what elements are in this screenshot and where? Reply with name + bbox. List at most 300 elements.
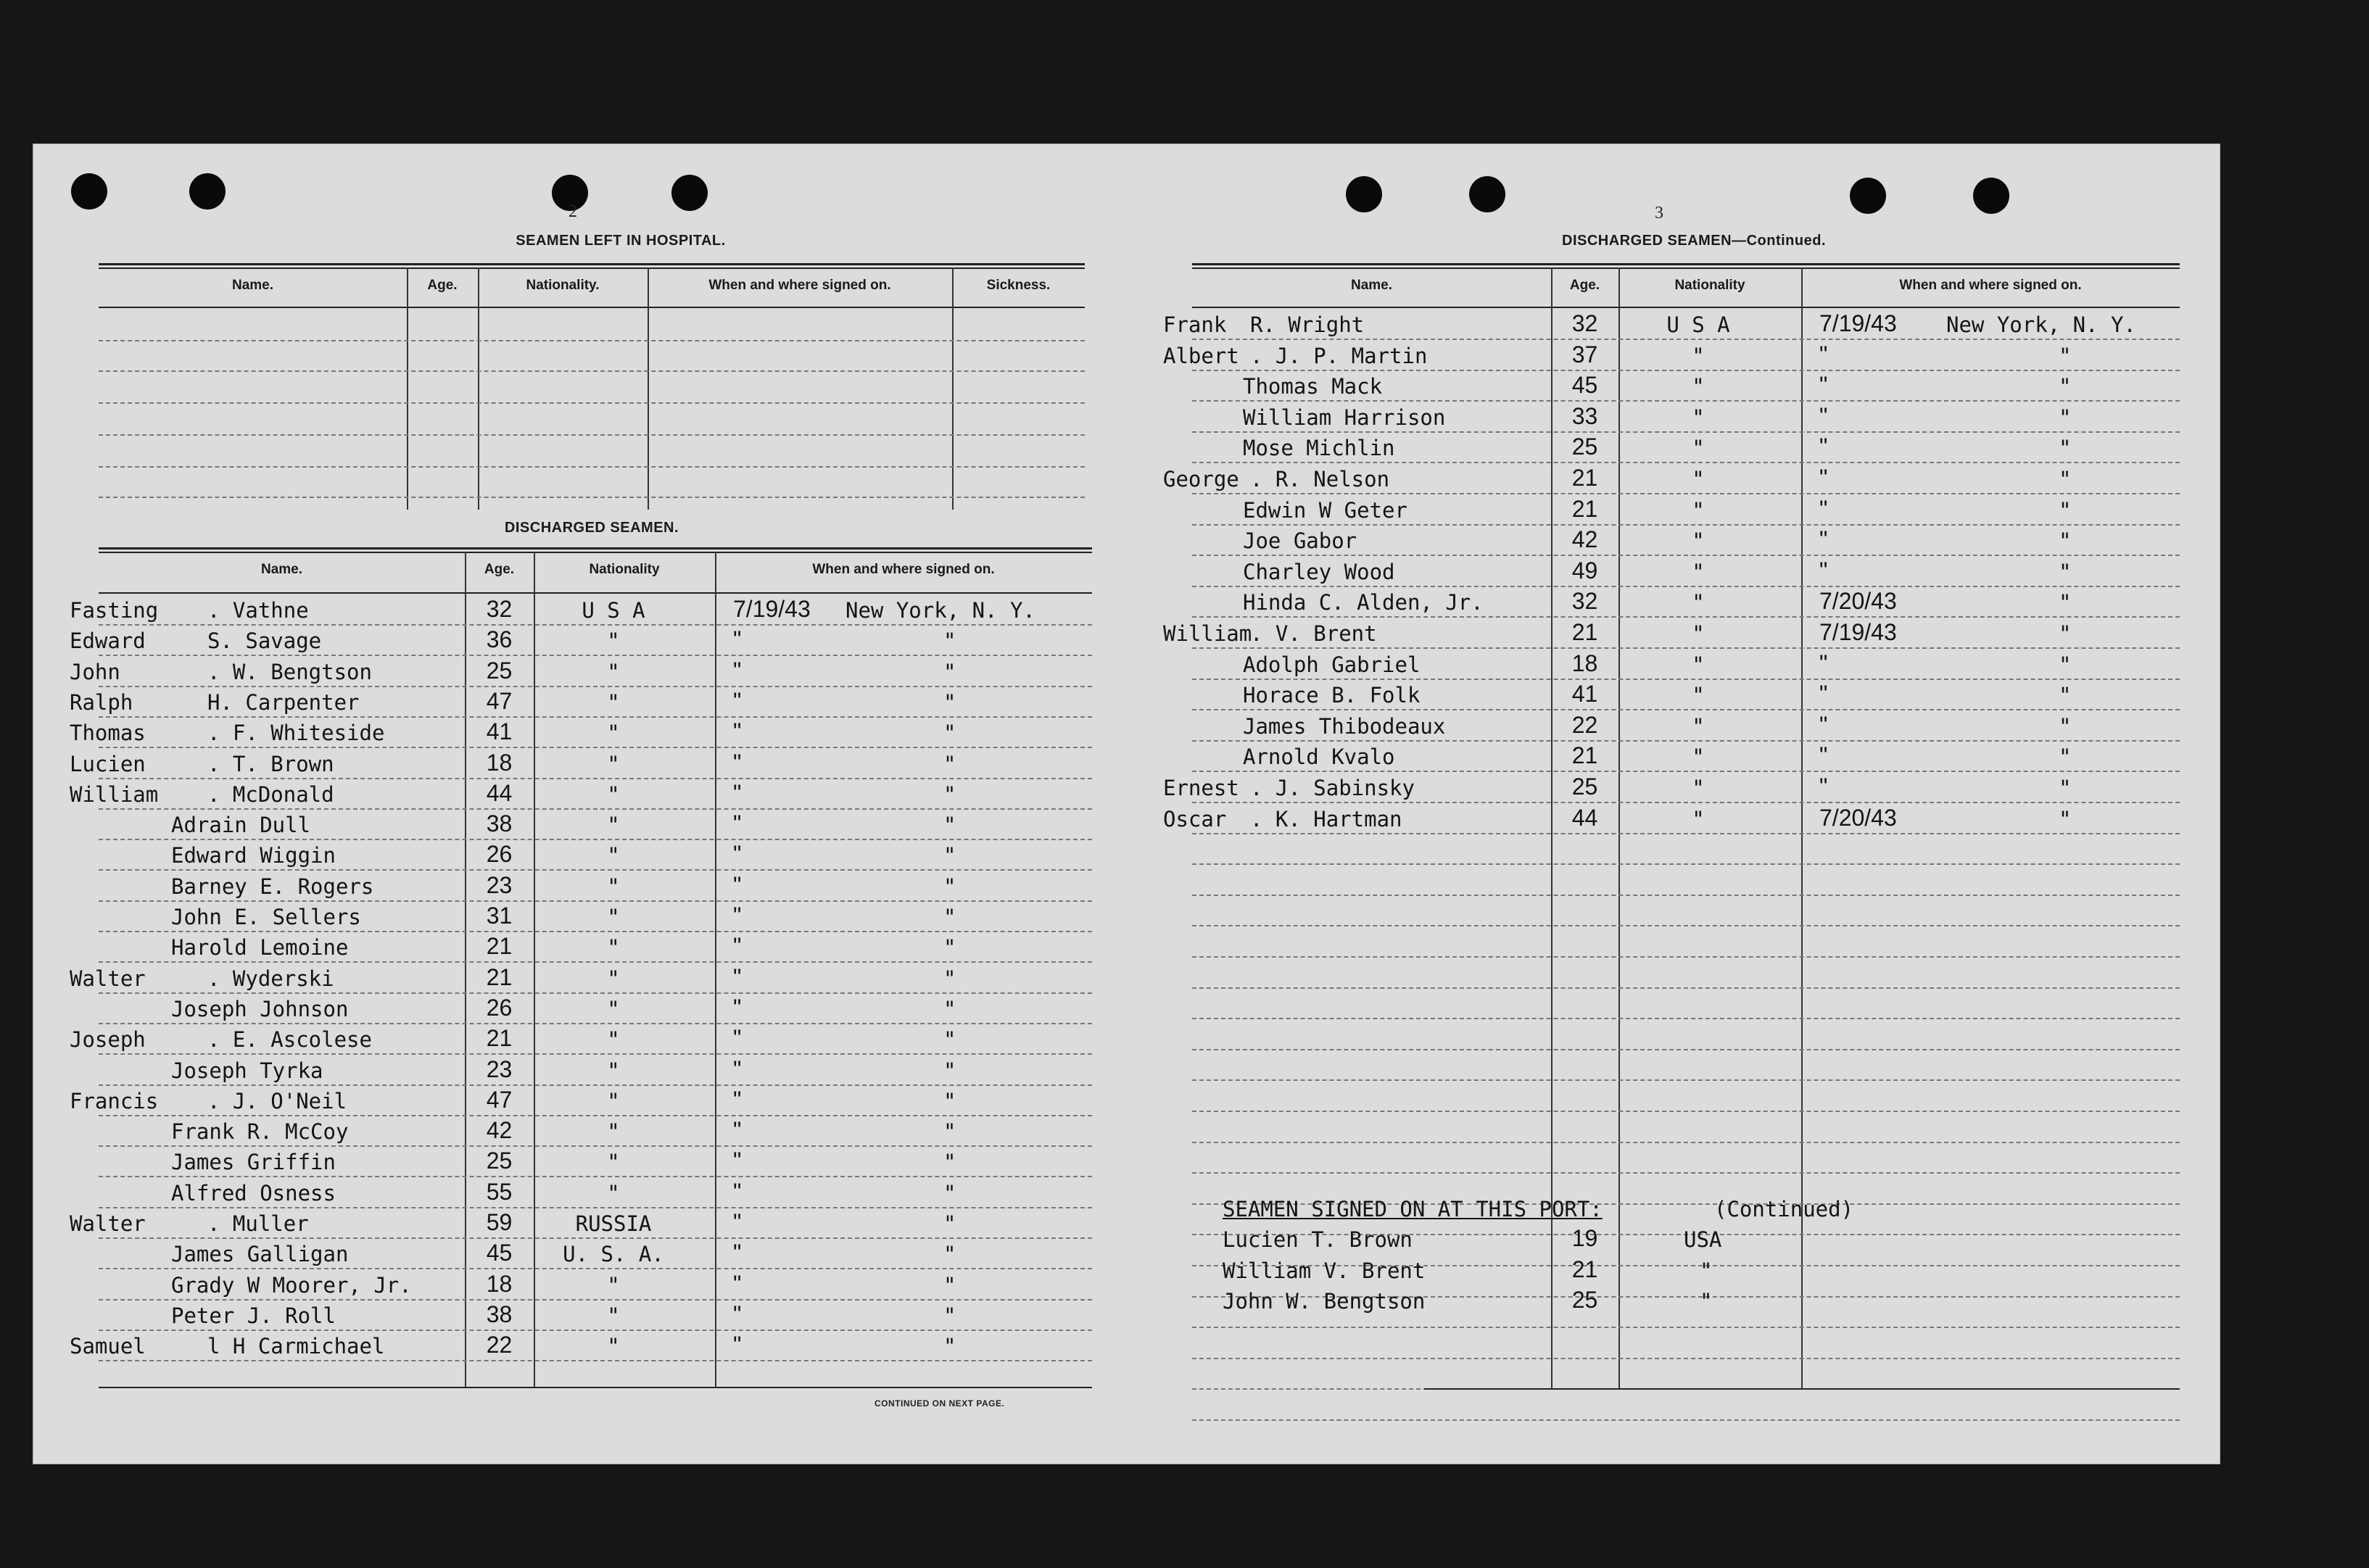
seaman-name: R. Wright [1250,312,1365,337]
seaman-first-name: William [70,781,159,807]
signed-on-date: 7/19/43 [1819,310,1897,336]
seaman-age: 22 [486,1332,513,1358]
seaman-name: l H Carmichael [207,1334,385,1359]
signed-on-place: " [943,905,956,929]
seaman-age: 37 [1571,341,1598,368]
signed-on-place: " [943,1119,956,1145]
punch-hole-icon [71,173,107,210]
row-rule [1192,524,2180,526]
seaman-name: Thomas Mack [1243,374,1383,399]
discharged-section-title: DISCHARGED SEAMEN. [504,520,679,536]
seaman-nationality: " [1692,374,1705,399]
seaman-age: 32 [486,596,513,622]
row-rule [1192,925,2180,926]
signed-on-place: " [943,1180,956,1206]
seaman-name: . F. Whiteside [207,721,385,746]
row-rule [99,1207,1092,1208]
seaman-name: . J. Sabinsky [1250,776,1415,800]
seaman-nationality: " [607,751,620,776]
seaman-age: 47 [486,687,513,714]
seaman-first-name: Lucien [70,751,146,776]
hospital-header-sickness: Sickness. [986,278,1051,293]
seaman-nationality: " [1692,652,1705,677]
row-rule [99,961,1092,963]
seaman-name: John E. Sellers [171,905,361,929]
row-rule [1192,1327,2180,1328]
seaman-nationality: " [607,874,620,899]
seaman-age: 21 [1571,619,1598,645]
signed-on-place: " [943,1027,956,1053]
right-section-title: DISCHARGED SEAMEN—Continued. [1562,233,1826,249]
seaman-first-name: Walter [70,966,146,991]
seaman-age: 25 [486,1148,513,1174]
row-rule [99,1145,1092,1147]
signed-on-date: " [1819,341,1828,368]
seaman-name: Grady W Moorer, Jr. [171,1272,412,1298]
seaman-age: 47 [486,1086,513,1113]
seaman-nationality: " [607,905,620,929]
row-rule [1192,555,2180,556]
seaman-nationality: " [607,996,620,1021]
signed-on-place: " [2059,343,2072,368]
seaman-age: 32 [1571,588,1598,615]
signed-on-date: " [733,871,742,898]
signed-on-date: " [733,903,742,929]
seaman-nationality: " [607,813,620,838]
row-rule [1192,956,2180,958]
signed-on-name: William V. Brent [1223,1258,1426,1283]
seaman-nationality: RUSSIA [575,1211,652,1236]
seaman-nationality: " [607,689,620,715]
seaman-nationality: " [1692,559,1705,584]
seaman-age: 45 [1571,372,1598,399]
signed-on-date: " [733,1301,742,1327]
punch-hole-icon [1973,178,2009,214]
seaman-nationality: " [607,721,620,746]
signed-on-place: " [943,1150,956,1175]
signed-on-place: " [2059,374,2072,399]
discharged-table-right [1163,263,2180,1390]
seaman-name: Mose Michlin [1243,436,1395,461]
signed-on-place: " [943,781,956,807]
row-rule [1192,586,2180,587]
signed-on-date: " [733,1025,742,1052]
seaman-name: . J. P. Martin [1250,343,1428,368]
seaman-name: Hinda C. Alden, Jr. [1243,590,1484,615]
signed-on-date: " [733,626,742,653]
seaman-name: . T. Brown [207,751,334,776]
signed-on-date: 7/19/43 [1819,619,1897,645]
row-rule [99,869,1092,871]
signed-on-place: " [2059,713,2072,739]
signed-on-date: " [733,994,742,1021]
signed-on-date: " [1819,526,1828,553]
signed-on-date: " [1819,711,1828,738]
row-rule [99,1053,1092,1055]
seaman-age: 21 [486,963,513,990]
seaman-age: 18 [486,1270,513,1297]
signed-on-place: " [2059,559,2072,584]
continued-note: CONTINUED ON NEXT PAGE. [875,1398,1005,1409]
seaman-nationality: " [1692,713,1705,739]
signed-on-date: " [733,749,742,776]
seaman-first-name: Samuel [70,1334,146,1359]
signed-on-nationality: " [1700,1289,1713,1314]
seaman-name: . McDonald [207,781,334,807]
seaman-age: 21 [1571,495,1598,522]
row-rule [1192,1172,2180,1174]
seaman-name: . V. Brent [1250,621,1377,646]
row-rule [1192,1018,2180,1019]
row-rule [1192,462,2180,463]
row-rule [99,1268,1092,1269]
signed-on-date: " [733,718,742,745]
signed-on-place: " [943,659,956,684]
row-rule [99,686,1092,687]
seaman-name: . R. Nelson [1250,467,1390,491]
signed-on-date: " [733,1148,742,1174]
signed-on-place: " [2059,621,2072,646]
seaman-name: Edwin W Geter [1243,497,1407,523]
seaman-age: 25 [1571,773,1598,800]
seaman-first-name: Albert [1163,343,1239,368]
signed-on-name: Lucien T. Brown [1223,1227,1413,1252]
signed-on-place: New York, N. Y. [846,598,1035,623]
right-header-signed-on: When and where signed on. [1899,278,2082,293]
seaman-first-name: Oscar [1163,806,1227,831]
row-rule [1192,1111,2180,1112]
row-rule [1192,1358,2180,1359]
row-rule [1192,740,2180,742]
row-rule [99,1115,1092,1116]
signed-on-date: " [1819,402,1828,429]
punch-hole-icon [1346,176,1382,212]
signed-on-date: " [733,963,742,990]
signed-on-date: " [1819,681,1828,708]
signed-on-date: " [733,779,742,806]
seaman-age: 18 [486,749,513,776]
hospital-header-age: Age. [427,278,458,293]
document-paper [33,144,2220,1464]
seaman-name: . Vathne [207,598,309,623]
signed-on-place: " [2059,683,2072,708]
row-rule [99,1237,1092,1239]
seaman-nationality: U S A [582,598,645,623]
seaman-age: 49 [1571,557,1598,584]
seaman-name: . J. O'Neil [207,1088,347,1113]
row-rule [1192,987,2180,989]
row-rule [99,808,1092,810]
seaman-age: 36 [486,626,513,653]
signed-on-date: 7/20/43 [1819,804,1897,831]
signed-on-age: 21 [1571,1256,1598,1282]
seaman-nationality: " [607,1119,620,1145]
signed-on-date: " [1819,742,1828,769]
row-rule [1192,1142,2180,1143]
seaman-first-name: Ralph [70,689,133,715]
signed-on-date: " [733,841,742,868]
right-header-nationality: Nationality [1674,278,1745,293]
row-rule [99,992,1092,994]
signed-on-place: " [2059,776,2072,800]
seaman-age: 44 [1571,804,1598,831]
signed-on-date: " [1819,465,1828,491]
seaman-name: . E. Ascolese [207,1027,372,1053]
seaman-age: 21 [486,1025,513,1052]
row-rule [1192,709,2180,710]
row-rule [1192,1079,2180,1081]
seaman-age: 26 [486,841,513,868]
seaman-age: 23 [486,1055,513,1082]
row-rule [99,931,1092,932]
signed-on-continued: (Continued) [1714,1197,1854,1221]
seaman-age: 23 [486,871,513,898]
seaman-nationality: " [607,935,620,961]
seaman-name: S. Savage [207,629,322,654]
seaman-name: Joe Gabor [1243,528,1357,554]
hospital-header-name: Name. [231,278,274,293]
signed-on-place: " [943,1058,956,1083]
seaman-age: 55 [486,1178,513,1205]
punch-hole-icon [189,173,226,210]
signed-on-place: " [2059,467,2072,491]
seaman-age: 42 [486,1117,513,1144]
seaman-nationality: " [607,843,620,868]
seaman-age: 31 [486,903,513,929]
signed-on-place: New York, N. Y. [1946,312,2136,337]
signed-on-place: " [943,1242,956,1267]
signed-on-place: " [943,996,956,1021]
signed-on-date: " [733,687,742,714]
right-header-name: Name. [1350,278,1393,293]
seaman-nationality: " [607,1058,620,1083]
seaman-name: . K. Hartman [1250,806,1402,831]
signed-on-place: " [943,751,956,776]
signed-on-age: 25 [1571,1287,1598,1314]
seaman-age: 22 [1571,711,1598,738]
seaman-age: 41 [486,718,513,745]
signed-on-name: John W. Bengtson [1223,1289,1426,1314]
seaman-nationality: " [607,629,620,654]
discharged-header-nationality: Nationality [589,562,660,577]
signed-on-nationality: USA [1684,1227,1722,1252]
seaman-name: Adrain Dull [171,813,311,838]
seaman-nationality: " [1692,497,1705,523]
seaman-name: Frank R. McCoy [171,1119,349,1145]
seaman-nationality: " [607,659,620,684]
discharged-header-age: Age. [484,562,515,577]
seaman-name: Harold Lemoine [171,935,349,961]
signed-on-place: " [943,721,956,746]
seaman-age: 42 [1571,526,1598,553]
row-rule [99,900,1092,902]
seaman-age: 25 [486,657,513,684]
right-page-number: 3 [1655,204,1663,223]
seaman-nationality: " [1692,776,1705,800]
signed-on-date: " [733,1055,742,1082]
seaman-nationality: " [1692,467,1705,491]
row-rule [1192,895,2180,896]
seaman-nationality: " [607,781,620,807]
seaman-name: Adolph Gabriel [1243,652,1421,677]
row-rule [99,1023,1092,1024]
seaman-first-name: George [1163,467,1239,491]
signed-on-date: " [1819,773,1828,800]
seaman-first-name: Frank [1163,312,1227,337]
signed-on-date: " [1819,650,1828,676]
seaman-nationality: " [1692,590,1705,615]
seaman-name: James Galligan [171,1242,349,1267]
signed-on-place: " [943,813,956,838]
row-rule [99,1084,1092,1086]
signed-on-date: " [733,1240,742,1266]
signed-on-date: " [733,1209,742,1235]
row-rule [1192,802,2180,803]
signed-on-place: " [943,1211,956,1236]
row-rule [99,1360,1092,1361]
seaman-name: James Thibodeaux [1243,713,1446,739]
seaman-first-name: Ernest [1163,776,1239,800]
row-rule [1192,400,2180,402]
signed-on-place: " [943,1334,956,1359]
signed-on-nationality: " [1700,1258,1713,1283]
row-rule [99,747,1092,748]
signed-on-place: " [943,966,956,991]
seaman-first-name: John [70,659,120,684]
discharged-header-signed-on: When and where signed on. [812,562,995,577]
seaman-age: 44 [486,779,513,806]
seaman-name: Barney E. Rogers [171,874,374,899]
row-rule [1192,370,2180,371]
seaman-age: 18 [1571,650,1598,676]
signed-on-date: " [733,1270,742,1297]
seaman-age: 25 [1571,434,1598,460]
signed-on-date: " [1819,434,1828,460]
seaman-first-name: William [1163,621,1252,646]
hospital-header-nationality: Nationality. [526,278,600,293]
seaman-nationality: " [1692,806,1705,831]
signed-on-title: SEAMEN SIGNED ON AT THIS PORT: [1223,1197,1603,1221]
seaman-nationality: " [607,1088,620,1113]
signed-on-place: " [2059,652,2072,677]
signed-on-place: " [2059,806,2072,831]
row-rule [99,1176,1092,1177]
discharged-header-name: Name. [260,562,303,577]
seaman-first-name: Thomas [70,721,146,746]
right-header-age: Age. [1569,278,1600,293]
seaman-nationality: " [1692,683,1705,708]
seaman-age: 33 [1571,402,1598,429]
seaman-nationality: " [1692,744,1705,770]
punch-hole-icon [1850,178,1886,214]
signed-on-date: " [733,657,742,684]
row-rule [1192,493,2180,494]
seaman-nationality: " [607,1150,620,1175]
row-rule [99,624,1092,626]
signed-on-place: " [2059,744,2072,770]
seaman-age: 21 [486,933,513,960]
seaman-nationality: " [607,966,620,991]
row-rule [99,716,1092,718]
row-rule [1192,679,2180,680]
signed-on-place: " [2059,590,2072,615]
signed-on-place: " [943,843,956,868]
row-rule [1192,647,2180,649]
seaman-name: . Muller [207,1211,309,1236]
punch-hole-icon [1469,176,1505,212]
seaman-name: Joseph Johnson [171,996,349,1021]
seaman-age: 38 [486,810,513,837]
row-rule [1192,431,2180,433]
seaman-name: Charley Wood [1243,559,1395,584]
row-rule [99,655,1092,656]
seaman-name: . W. Bengtson [207,659,372,684]
signed-on-date: " [733,1178,742,1205]
row-rule [1192,616,2180,618]
left-page-number: 2 [569,202,577,221]
seaman-name: . Wyderski [207,966,334,991]
seaman-name: Horace B. Folk [1243,683,1421,708]
row-rule [99,778,1092,779]
row-rule [1192,833,2180,834]
row-rule [1192,863,2180,865]
seaman-age: 21 [1571,742,1598,769]
seaman-nationality: " [607,1303,620,1328]
seaman-name: Edward Wiggin [171,843,336,868]
seaman-first-name: Francis [70,1088,159,1113]
seaman-age: 45 [486,1240,513,1266]
row-rule [1192,1049,2180,1050]
seaman-age: 38 [486,1301,513,1327]
seaman-name: H. Carpenter [207,689,360,715]
seaman-first-name: Edward [70,629,146,654]
signed-on-place: " [943,689,956,715]
seaman-name: Peter J. Roll [171,1303,336,1328]
signed-on-date: 7/20/43 [1819,588,1897,615]
seaman-age: 59 [486,1209,513,1235]
signed-on-place: " [943,629,956,654]
signed-on-place: " [943,1088,956,1113]
row-rule [1192,1419,2180,1421]
signed-on-place: " [2059,436,2072,461]
signed-on-date: " [733,1117,742,1144]
seaman-nationality: U S A [1666,312,1730,337]
seaman-first-name: Fasting [70,598,159,623]
seaman-nationality: " [1692,528,1705,554]
signed-on-date: " [1819,372,1828,399]
row-rule [99,1299,1092,1301]
seaman-name: James Griffin [171,1150,336,1175]
signed-on-age: 19 [1571,1225,1598,1251]
signed-on-place: " [943,1303,956,1328]
seaman-name: Arnold Kvalo [1243,744,1395,770]
signed-on-date: " [1819,557,1828,584]
row-rule [1192,339,2180,340]
seaman-age: 21 [1571,465,1598,491]
seaman-nationality: " [607,1180,620,1206]
row-rule [99,839,1092,840]
signed-on-date: " [733,1086,742,1113]
seaman-first-name: Walter [70,1211,146,1236]
seaman-nationality: U. S. A. [563,1242,664,1267]
seaman-nationality: " [1692,621,1705,646]
row-rule [1192,771,2180,772]
signed-on-date: " [1819,495,1828,522]
seaman-nationality: " [607,1334,620,1359]
seaman-nationality: " [1692,343,1705,368]
seaman-name: Joseph Tyrka [171,1058,323,1083]
hospital-table [99,263,1085,510]
